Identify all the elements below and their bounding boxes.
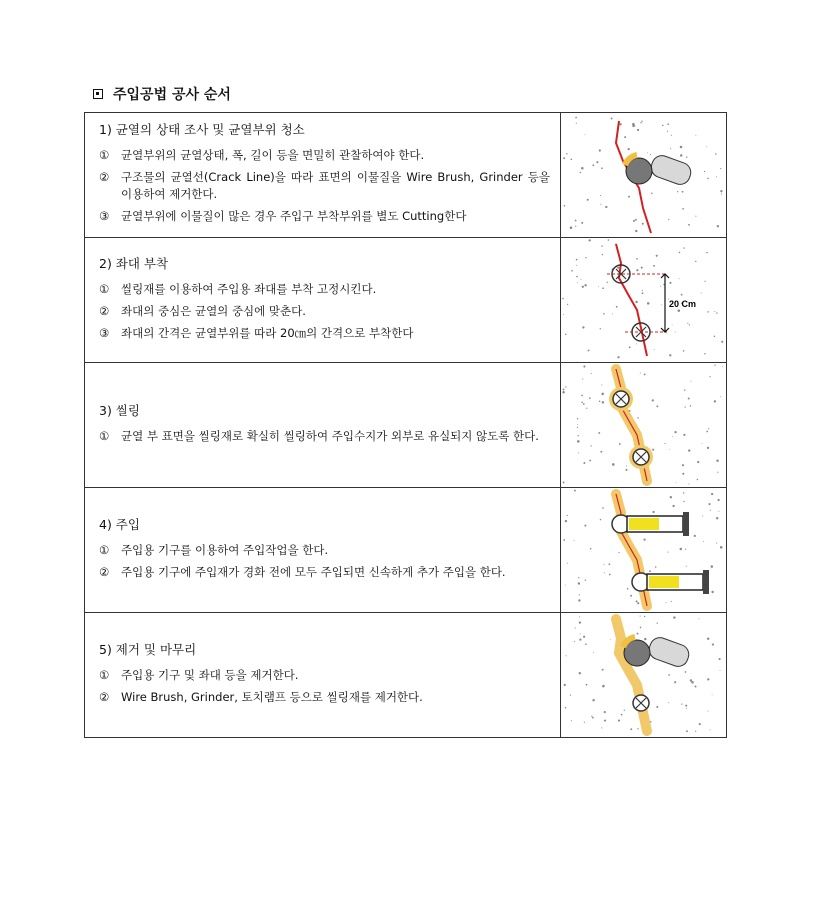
step-item [99, 564, 550, 581]
injection-illustration [561, 488, 726, 612]
item-number: ② [99, 564, 110, 579]
step-row-4 [85, 488, 727, 613]
item-text: 균열부위의 균열상태, 폭, 길이 등을 면밀히 관찰하여야 한다. [121, 148, 425, 162]
procedure-table [84, 112, 727, 738]
step-item [99, 689, 550, 706]
item-text: 주입용 기구에 주입재가 경화 전에 모두 주입되면 신속하게 추가 주입을 한다. [121, 564, 506, 579]
item-number: ① [99, 667, 110, 682]
item-text: 주입용 기구를 이용하여 주입작업을 한다. [121, 542, 329, 557]
grinder-icon [623, 635, 692, 669]
step-illustration-cell [561, 238, 727, 363]
step-title: 3) 씰링 [99, 402, 140, 418]
step-item [99, 667, 550, 684]
item-number: ③ [99, 325, 110, 340]
item-number: ① [99, 542, 110, 557]
item-number: ② [99, 689, 110, 704]
step-row-2 [85, 238, 727, 363]
spacing-label: 20 Cm [669, 299, 697, 309]
item-text: 좌대의 간격은 균열부위를 따라 20㎝의 간격으로 부착한다 [121, 325, 414, 340]
item-text: 좌대의 중심은 균열의 중심에 맞춘다. [121, 303, 306, 318]
item-number: ① [99, 148, 110, 162]
port-seat-icon [613, 391, 629, 407]
item-number: ① [99, 281, 110, 296]
item-text: 구조물의 균열선(Crack Line)을 따라 표면의 이물질을 Wire Brush, Grinder 등을 이용하여 제거한다. [121, 170, 550, 201]
step-item [99, 208, 550, 225]
step-item [99, 542, 550, 559]
sealing-illustration [561, 363, 726, 487]
port-spacing-illustration [561, 238, 726, 362]
item-number: ② [99, 170, 110, 184]
grinder-icon [625, 153, 694, 187]
item-number: ① [99, 428, 110, 443]
step-row-3 [85, 363, 727, 488]
step-row-1 [85, 113, 727, 238]
item-text: 균열부위에 이물질이 많은 경우 주입구 부착부위를 별도 Cutting한다 [121, 209, 467, 223]
item-text: 씰링재를 이용하여 주입용 좌대를 부착 고정시킨다. [121, 281, 377, 296]
step-text-cell [85, 238, 561, 363]
step-illustration-cell [561, 363, 727, 488]
step-item [99, 147, 550, 164]
step-row-5 [85, 613, 727, 738]
step-item [99, 325, 550, 342]
item-text: 균열 부 표면을 씰링재로 확실히 씰링하여 주입수지가 외부로 유실되지 않도록 한다. [121, 428, 539, 443]
step-illustration-cell [561, 488, 727, 613]
step-text-cell [85, 113, 561, 238]
step-title: 2) 좌대 부착 [99, 255, 169, 271]
step-title: 4) 주입 [99, 516, 140, 532]
item-text: Wire Brush, Grinder, 토치램프 등으로 씰링재를 제거한다. [121, 689, 423, 704]
item-text: 주입용 기구 및 좌대 등을 제거한다. [121, 667, 299, 682]
injector-icon [612, 512, 689, 536]
port-seat-icon [633, 695, 649, 711]
step-title: 5) 제거 및 마무리 [99, 641, 197, 657]
port-seat-icon [633, 449, 649, 465]
step-item [99, 281, 550, 298]
grinder-cleaning-illustration [561, 113, 726, 237]
step-title: 1) 균열의 상태 조사 및 균열부위 청소 [99, 122, 305, 137]
step-text-cell [85, 363, 561, 488]
step-text-cell [85, 613, 561, 738]
injector-icon [632, 570, 709, 594]
step-item [99, 169, 550, 203]
dimension-arrow [661, 274, 669, 332]
removal-illustration [561, 613, 726, 737]
section-heading [93, 84, 231, 104]
section-heading-text: 주입공법 공사 순서 [113, 87, 231, 103]
item-number: ② [99, 303, 110, 318]
step-item [99, 303, 550, 320]
square-bullet-icon [93, 89, 103, 99]
step-item [99, 428, 550, 445]
step-illustration-cell [561, 113, 727, 238]
step-text-cell [85, 488, 561, 613]
step-illustration-cell [561, 613, 727, 738]
item-number: ③ [99, 209, 110, 223]
